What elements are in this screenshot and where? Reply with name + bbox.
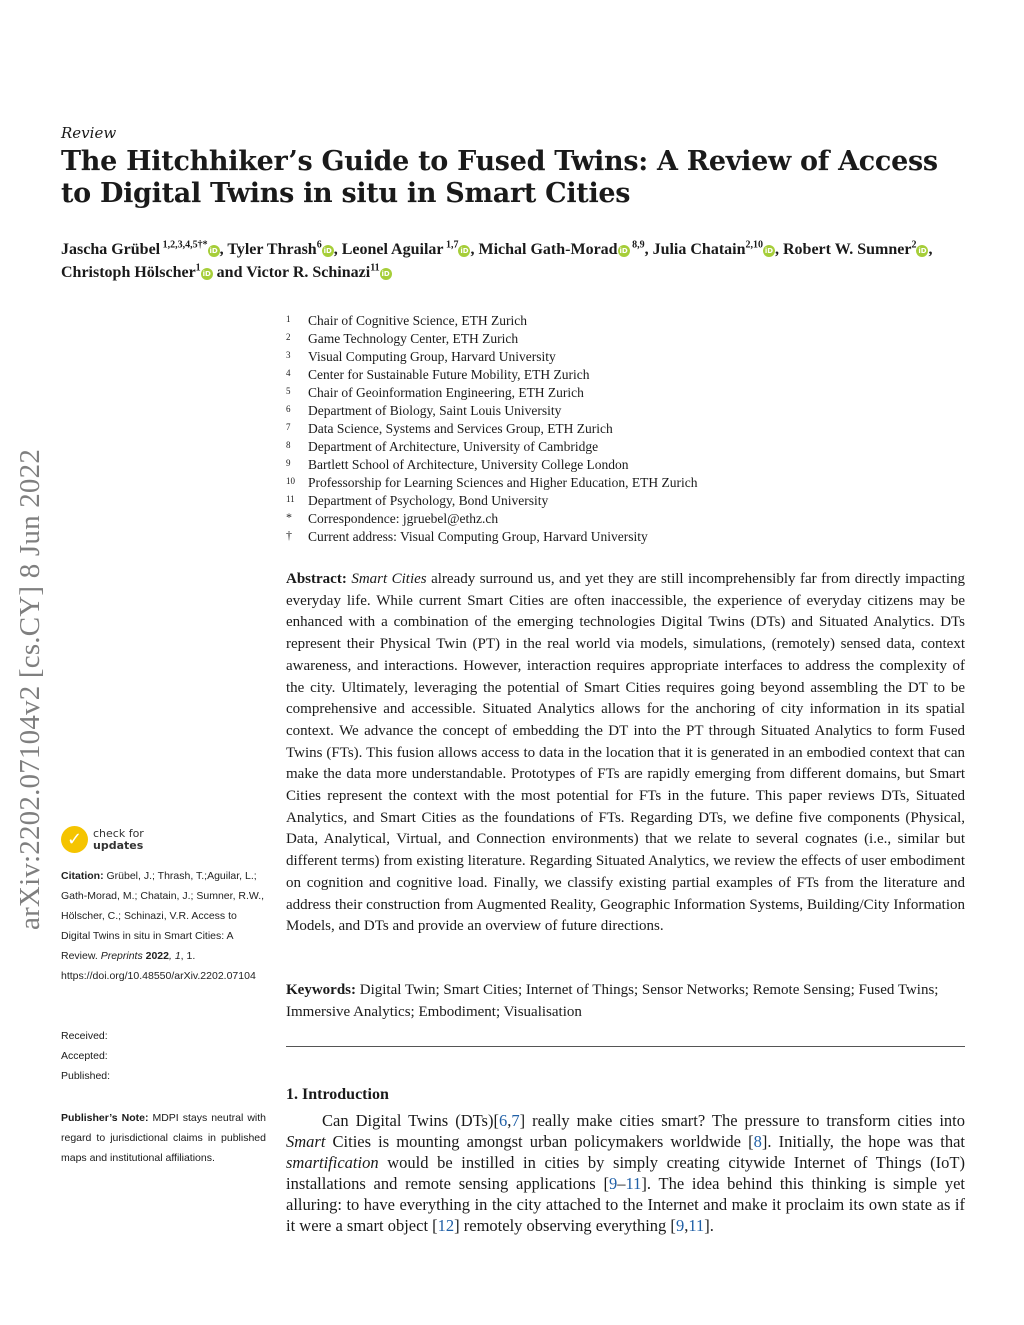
affiliation-text: Professorship for Learning Sciences and Higher Education, ETH Zurich [308,475,698,490]
affiliation-text: Center for Sustainable Future Mobility, ETH Zurich [308,367,590,382]
affiliation-text: Data Science, Systems and Services Group, ETH Zurich [308,421,613,436]
author-affil-sup: 1,7 [443,239,459,251]
affiliation-text: Chair of Geoinformation Engineering, ETH Zurich [308,385,584,400]
intro-text: ] really make cities smart? The pressure to transform cities into [519,1111,965,1130]
affiliation-item [286,456,806,474]
intro-text: Cities is mounting amongst urban policymakers worldwide [ [325,1132,754,1151]
affiliation-number: 1 [286,314,291,324]
article-dates [61,1026,110,1086]
author-affil-sup: 6 [316,239,322,251]
published-label: Published: [61,1070,111,1082]
intro-text: ]. Initially, the hope was that [761,1132,965,1151]
affiliation-text: Department of Architecture, University of Cambridge [308,439,599,454]
affiliation-item [286,510,806,528]
section-divider [286,1046,965,1047]
keywords-label: Keywords: [286,982,356,998]
intro-text: – [617,1174,626,1193]
abstract [286,569,965,938]
affiliation-number: 3 [286,350,291,360]
abstract-body: already surround us, and yet they are still incomprehensibly far from directly impacting everyday life. While current Smart Cities are often inaccessible, the experience of everyday citizens may be enhanced with a combination of the emerging technologies Digital Twins (DTs) and Situated Analytics. DTs represent their Physical Twin (PT) in the real world via models, simulations, (remotely) sensed data, context awareness, and interactions. However, interaction requires appropriate interfaces to address the complexity of the city. Ultimately, leveraging the potential of Smart Cities requires going beyond assembling the DT to be comprehensive and accessible. Situated Analytics allows for the anchoring of city information in its spatial context. We advance the concept of embedding the DT into the PT through Situated Analytics to form Fused Twins (FTs). This fusion allows access to data in the location that it is generated in an embodied context that can make the data more understandable. Prototypes of FTs are rapidly emerging from different domains, but Smart Cities represent the context with the most potential for FTs in the future. This paper reviews DTs, Situated Analytics, and Smart Cities as the foundations of FTs. Regarding DTs, we define five components (Physical, Data, Analytical, Virtual, and Connection environments) that we relate to several cognates (i.e., similar but different terms) from existing literature. Regarding Situated Analytics, we review the effects of user embodiment on cognition and cognitive load. Finally, we classify existing partial examples of FTs from the literature and address their construction from Augmented Reality, Geographic Information Systems, Building/City Information Models, and DTs and provide an overview of future directions. [286,571,966,935]
intro-text: ] remotely observing everything [ [454,1216,676,1235]
orcid-icon[interactable]: iD [323,247,332,255]
intro-emphasis: Smart [286,1132,326,1151]
affiliation-item [286,384,806,402]
accepted-label: Accepted: [61,1050,108,1062]
orcid-icon[interactable]: iD [764,247,774,255]
affiliation-number: † [286,528,292,542]
check-updates-text [93,828,144,852]
intro-text: , [684,1216,689,1235]
affiliation-number: 10 [286,476,295,486]
abstract-label: Abstract: [286,571,347,587]
check-for-updates-badge[interactable] [61,826,144,853]
abstract-lead: Smart Cities [351,571,427,587]
affiliation-number: 9 [286,458,291,468]
affiliation-item [286,366,806,384]
orcid-icon[interactable]: iD [209,247,218,255]
keywords [286,980,965,1023]
author-affil-sup: 2,10 [745,239,763,251]
author-name: Jascha Grübel [61,241,161,258]
author-affil-sup: 1,2,3,4,5†* [160,239,208,251]
citation-link[interactable]: 11 [625,1174,642,1193]
affiliation-item [286,438,806,456]
intro-text: ]. [704,1216,714,1235]
affiliation-number: 8 [286,440,291,450]
citation-link[interactable]: 11 [688,1216,705,1235]
article-type: Review [61,124,117,142]
citation-year: 2022 [142,950,169,962]
intro-text: would be instilled in cities by simply creating citywide Internet of Things (IoT) installations and remote sensing applications [ [286,1153,965,1193]
citation-text: Grübel, J.; Thrash, T.;Aguilar, L.; Gath-Morad, M.; Chatain, J.; Sumner, R.W., Hölscher, C.; Schinazi, V.R. Access to Digital Twins in situ in Smart Cities: A Review. [61,870,265,962]
affiliation-text: Department of Biology, Saint Louis University [308,403,562,418]
paper-title: The Hitchhiker’s Guide to Fused Twins: A Review of Access to Digital Twins in situ in Smart Cities [61,146,938,209]
citation-block [61,866,266,986]
orcid-icon[interactable]: iD [381,270,390,278]
affiliation-number: 11 [286,494,295,504]
intro-text: , [507,1111,512,1130]
keywords-text: Digital Twin; Smart Cities; Internet of Things; Sensor Networks; Remote Sensing; Fused Twins; Immersive Analytics; Embodiment; Visualisation [286,982,939,1020]
citation-pages: , 1. [180,950,196,962]
intro-paragraph [286,1110,965,1236]
author-name: Michal Gath-Morad [478,241,618,258]
citation-doi-link[interactable]: https://doi.org/10.48550/arXiv.2202.07104 [61,970,256,982]
author-affil-sup: 1 [195,262,201,274]
checkmark-icon: ✓ [61,826,88,853]
citation-link[interactable]: 8 [753,1132,762,1151]
affiliation-text: Department of Psychology, Bond University [308,493,549,508]
affiliation-text: Chair of Cognitive Science, ETH Zurich [308,313,527,328]
affiliation-number: * [286,510,292,524]
affiliation-number: 5 [286,386,291,396]
citation-link[interactable]: 6 [498,1111,508,1130]
arxiv-stamp: arXiv:2202.07104v2 [cs.CY] 8 Jun 2022 [14,448,46,930]
author-name: Julia Chatain [652,241,746,258]
intro-text: ]. The idea behind this thinking is simple yet alluring: to have everything in the city attached to the Internet and make it proclaim its own state as if it were a smart object [ [286,1174,965,1235]
author-name: Tyler Thrash [227,241,317,258]
citation-journal: Preprints [100,950,143,962]
affiliation-number: 2 [286,332,291,342]
author-name: Christoph Hölscher [61,264,196,281]
publisher-note [61,1108,266,1168]
affiliation-item [286,528,806,546]
author-name: Leonel Aguilar [341,241,444,258]
check-updates-line2: updates [93,838,144,852]
citation-link[interactable]: 9 [609,1174,618,1193]
affiliation-text: Visual Computing Group, Harvard University [308,349,556,364]
affiliation-number: 4 [286,368,291,378]
affiliations-list [286,312,806,546]
affiliation-item [286,402,806,420]
citation-link[interactable]: 7 [511,1111,520,1130]
orcid-icon[interactable]: iD [619,247,628,255]
affiliation-item [286,312,806,330]
affiliation-text: Correspondence: jgruebel@ethz.ch [308,511,499,526]
citation-link[interactable]: 12 [437,1216,455,1235]
received-label: Received: [61,1030,108,1042]
intro-text: Can Digital Twins (DTs)[ [322,1111,499,1130]
author-affil-sup: 8,9 [629,239,645,251]
affiliation-item [286,348,806,366]
affiliation-text: Bartlett School of Architecture, University College London [308,457,629,472]
author-name: Victor R. Schinazi [246,264,371,281]
author-affil-sup: 2 [911,239,917,251]
author-affil-sup: 11 [370,262,380,274]
affiliation-text: Game Technology Center, ETH Zurich [308,331,519,346]
affiliation-item [286,492,806,510]
affiliation-number: 6 [286,404,291,414]
intro-emphasis: smartification [286,1153,379,1172]
author-list: Jascha Grübel $^{1,2,3,4,5\dagger*}$iD , Tyler Thrash$^6$iD , Leonel Aguilar $^{1,7}$iD , Michal Gath-Morad iD $^{8,9}$, Julia Chatain$^{2,10}$iD , Robert W. Sumner$^2$iD , Christoph Hölscher$^1$iD and Victor R. Schinazi$^{11}$iD [61,239,933,281]
affiliation-number: 7 [286,422,291,432]
affiliation-text: Current address: Visual Computing Group, Harvard University [308,529,648,544]
orcid-icon[interactable]: iD [202,270,211,278]
orcid-icon[interactable]: iD [918,247,927,255]
citation-label: Citation: [61,870,104,882]
affiliation-item [286,330,806,348]
affiliation-item [286,474,806,492]
check-updates-line1: check for [93,826,144,840]
citation-volume: , 1 [168,950,181,962]
affiliation-item [286,420,806,438]
publisher-note-text: MDPI stays neutral with regard to jurisdictional claims in published maps and institutional affiliations. [61,1112,266,1164]
citation-link[interactable]: 9 [675,1216,685,1235]
section-heading: 1. Introduction [286,1086,389,1103]
publisher-note-label: Publisher’s Note: [61,1112,149,1124]
author-name: Robert W. Sumner [783,241,912,258]
orcid-icon[interactable]: iD [460,247,469,255]
